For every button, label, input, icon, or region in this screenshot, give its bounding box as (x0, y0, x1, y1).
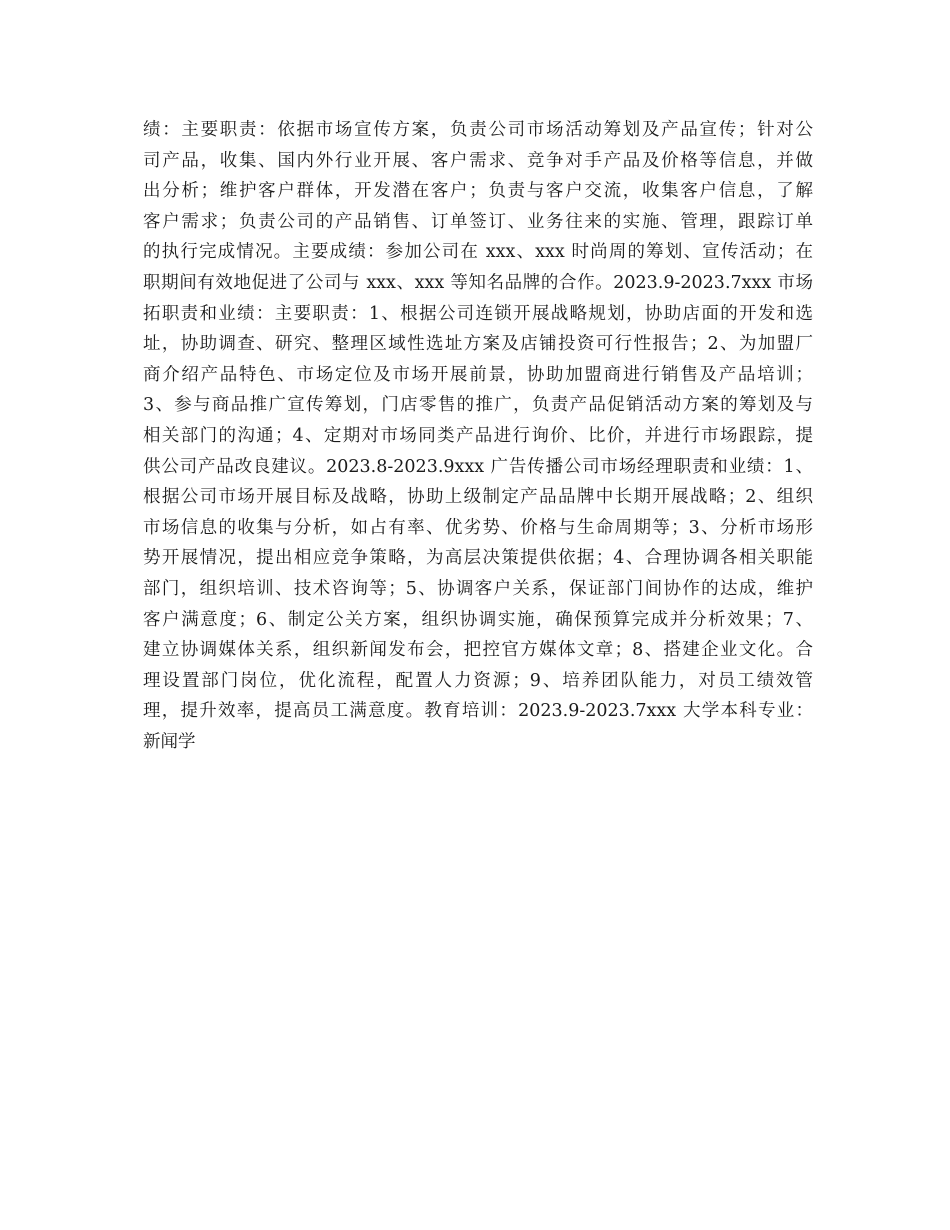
text-line: 部门，组织培训、技术咨询等；5、协调客户关系，保证部门间协作的达成，维护 (143, 578, 813, 599)
text-line: 新闻学 (143, 731, 196, 752)
text-line: 绩：主要职责：依据市场宣传方案，负责公司市场活动筹划及产品宣传；针对公 (143, 120, 813, 140)
text-line: 出分析；维护客户群体，开发潜在客户；负责与客户交流，收集客户信息，了解 (143, 181, 813, 202)
text-line: 相关部门的沟通；4、定期对市场同类产品进行询价、比价，并进行市场跟踪，提 (143, 425, 813, 446)
text-line: 的执行完成情况。主要成绩：参加公司在 xxx、xxx 时尚周的筹划、宣传活动；在 (143, 242, 813, 263)
text-line: 司产品，收集、国内外行业开展、客户需求、竞争对手产品及价格等信息，并做 (143, 150, 813, 171)
text-line: 拓职责和业绩：主要职责：1、根据公司连锁开展战略规划，协助店面的开发和选 (143, 303, 813, 324)
text-line: 市场信息的收集与分析，如占有率、优劣势、价格与生命周期等；3、分析市场形 (143, 517, 813, 538)
text-line: 建立协调媒体关系，组织新闻发布会，把控官方媒体文章；8、搭建企业文化。合 (143, 640, 813, 661)
text-line: 客户需求；负责公司的产品销售、订单签订、业务往来的实施、管理，跟踪订单 (143, 211, 813, 232)
text-line: 供公司产品改良建议。2023.8-2023.9xxx 广告传播公司市场经理职责和业绩：1、 (143, 456, 813, 477)
text-line: 势开展情况，提出相应竞争策略，为高层决策提供依据；4、合理协调各相关职能 (143, 548, 813, 569)
text-line: 商介绍产品特色、市场定位及市场开展前景，协助加盟商进行销售及产品培训； (143, 364, 813, 385)
document-body-text (143, 115, 813, 757)
text-line: 职期间有效地促进了公司与 xxx、xxx 等知名品牌的合作。2023.9-2023.7xxx 市场 (143, 272, 813, 293)
text-line: 理，提升效率，提高员工满意度。教育培训：2023.9-2023.7xxx 大学本科专业： (143, 701, 813, 722)
text-line: 3、参与商品推广宣传筹划，门店零售的推广，负责产品促销活动方案的筹划及与 (143, 395, 813, 416)
text-line: 址，协助调查、研究、整理区域性选址方案及店铺投资可行性报告；2、为加盟厂 (143, 334, 813, 355)
text-line: 客户满意度；6、制定公关方案，组织协调实施，确保预算完成并分析效果；7、 (143, 609, 813, 630)
text-line: 理设置部门岗位，优化流程，配置人力资源；9、培养团队能力，对员工绩效管 (143, 670, 813, 691)
text-line: 根据公司市场开展目标及战略，协助上级制定产品品牌中长期开展战略；2、组织 (143, 487, 813, 508)
